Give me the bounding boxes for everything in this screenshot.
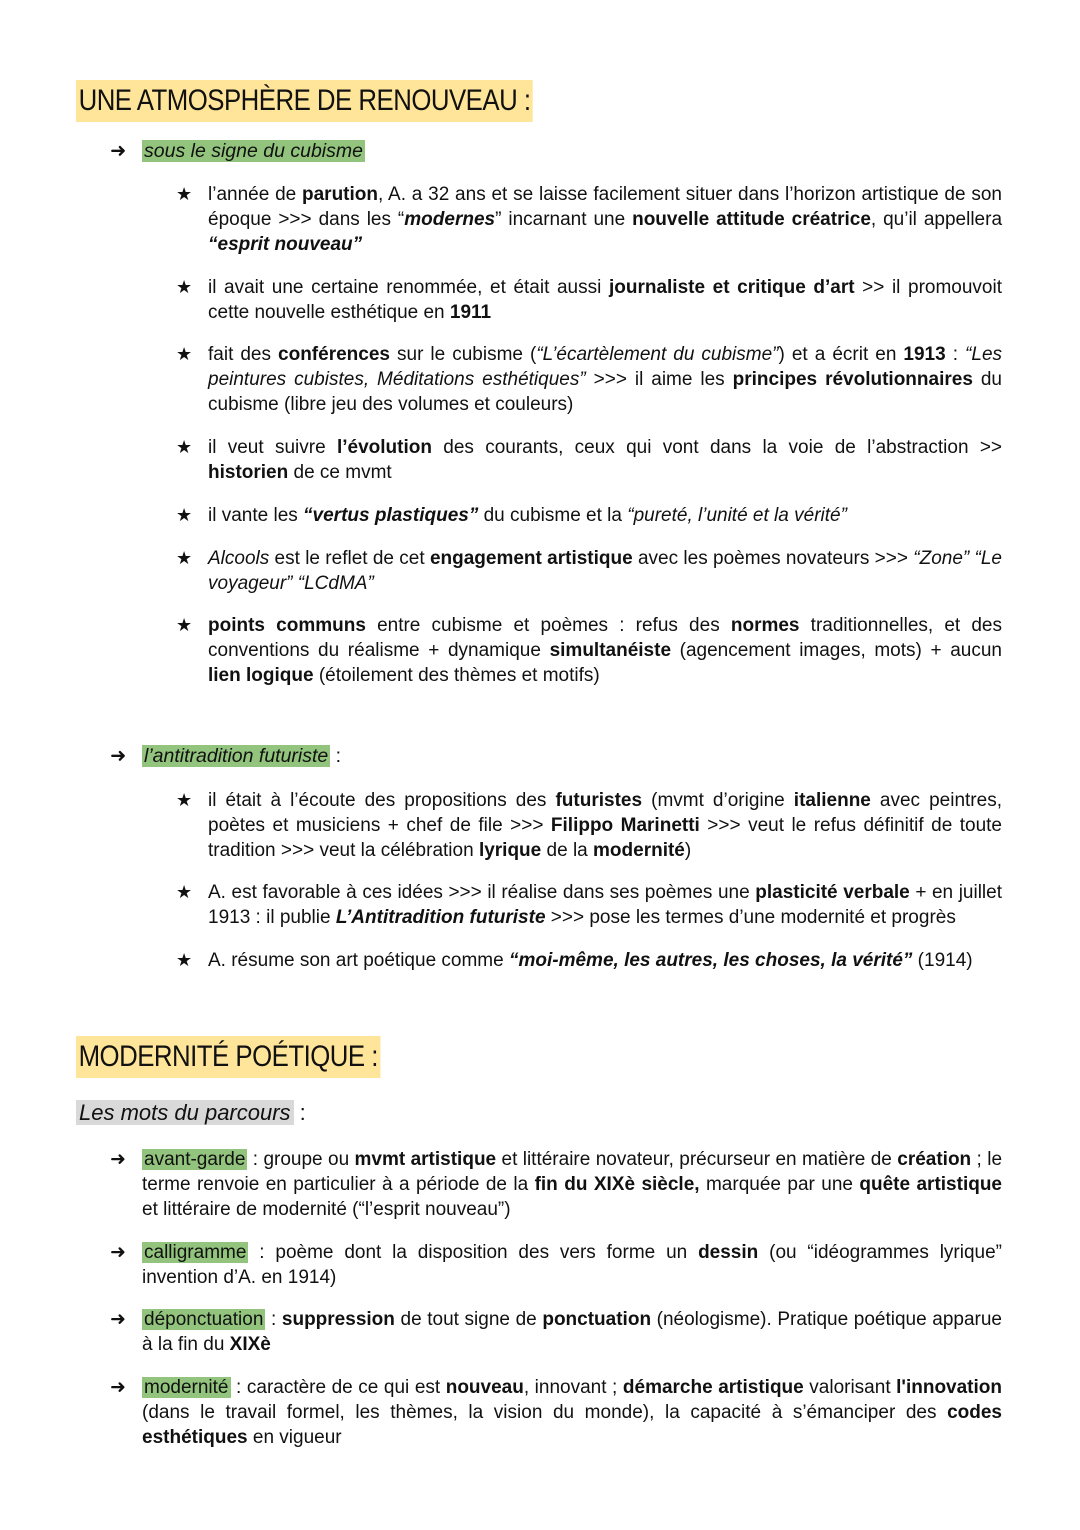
subheading-futurisme [110, 744, 341, 769]
text-bold: historien [208, 462, 289, 483]
highlight-label: Les mots du parcours [76, 1100, 294, 1125]
star-icon: ★ [176, 505, 193, 525]
text: ; le terme renvoie en particulier à a période de la [142, 1149, 1003, 1195]
star-icon: ★ [176, 184, 193, 204]
text: et littéraire novateur, précurseur en matière de [496, 1149, 898, 1170]
text-bold: plasticité verbale [755, 882, 910, 903]
text: (agencement images, mots) + aucun [671, 640, 1002, 661]
term-label: modernité [144, 1377, 229, 1398]
text: de tout signe de [394, 1309, 543, 1330]
text: (étoilement des thèmes et motifs) [313, 665, 600, 686]
star-icon: ★ [176, 344, 193, 364]
text-bold: points communs [208, 615, 366, 636]
text-italic: Alcools [208, 548, 270, 569]
list-item [176, 275, 1002, 325]
text: : caractère de ce qui est [230, 1377, 446, 1398]
text-bold: 1911 [449, 302, 492, 323]
text-bold: conférences [278, 344, 390, 365]
text: il était à l’écoute des propositions des [208, 790, 556, 811]
text-bold: l’évolution [336, 437, 432, 458]
text-bold: mvmt artistique [354, 1149, 497, 1170]
text-italic: “pureté, l’unité et la vérité” [627, 505, 847, 526]
text-bold: simultanéiste [549, 640, 672, 661]
text: , qu’il appellera [870, 209, 1003, 230]
text: (dans le travail formel, les thèmes, la vision du monde), la capacité à s’émanciper des [142, 1402, 948, 1423]
text-bold: codes esthétiques [142, 1402, 1002, 1448]
text: l’année de [208, 184, 302, 205]
text: ” incarnant une [495, 209, 633, 230]
text: (mvmt d’origine [642, 790, 794, 811]
text-bold: italienne [793, 790, 871, 811]
text: (néologisme). Pratique poétique apparue à la fin du [142, 1309, 1002, 1355]
star-icon: ★ [176, 277, 193, 297]
list-item [176, 613, 1002, 688]
list-item [176, 948, 1002, 973]
text-bold-italic: “moi-même, les autres, les choses, la vérité” [508, 950, 913, 971]
text-bold: nouvelle attitude créatrice [632, 209, 871, 230]
arrow-icon: ➜ [110, 1309, 126, 1330]
star-icon: ★ [176, 437, 193, 457]
text: de ce mvmt [288, 462, 392, 483]
text-bold: lyrique [478, 840, 542, 861]
highlight-label: sous le signe du cubisme [144, 140, 363, 162]
text: fait des [208, 344, 279, 365]
arrow-icon: ➜ [110, 1149, 126, 1170]
star-icon: ★ [176, 790, 193, 810]
text: avec peintres, poètes et musiciens + chef de file >>> [208, 790, 1002, 836]
list-item [176, 880, 1002, 930]
text-bold: ponctuation [542, 1309, 652, 1330]
text-bold-italic: L’Antitradition futuriste [335, 907, 546, 928]
definition-item [110, 1147, 1002, 1222]
text: ) et a écrit en [778, 344, 904, 365]
text: : [330, 745, 342, 767]
text: des courants, ceux qui vont dans la voie de l’abstraction >> [431, 437, 1003, 458]
arrow-icon: ➜ [110, 1377, 126, 1398]
text-bold: création [897, 1149, 972, 1170]
text-bold: suppression [281, 1309, 395, 1330]
list-item [176, 546, 1002, 596]
list-item [176, 435, 1002, 485]
text-bold: Filippo Marinetti [550, 815, 700, 836]
text: A. résume son art poétique comme [208, 950, 509, 971]
text: entre cubisme et poèmes : refus des [365, 615, 731, 636]
text: , innovant ; [523, 1377, 623, 1398]
term-label: calligramme [144, 1242, 247, 1263]
text: : [293, 1100, 306, 1125]
text: : groupe ou [247, 1149, 355, 1170]
star-icon: ★ [176, 548, 193, 568]
text-bold: lien logique [208, 665, 314, 686]
list-item [176, 788, 1002, 863]
text: >>> pose les termes d’une modernité et progrès [545, 907, 956, 928]
text: : [265, 1309, 282, 1330]
text: il avait une certaine renommée, et était aussi [208, 277, 609, 298]
list-item [176, 342, 1002, 417]
definition-item [110, 1375, 1002, 1450]
text-bold: 1913 [903, 344, 946, 365]
text-bold-italic: modernes [404, 209, 496, 230]
definition-item [110, 1307, 1002, 1357]
arrow-icon: ➜ [110, 140, 127, 162]
text: , A. a 32 ans et se laisse facilement situer dans l’horizon artistique de son époque >>> dans les “ [208, 184, 1002, 230]
arrow-icon: ➜ [110, 745, 127, 767]
text: >> il promouvoit cette nouvelle esthétique en [208, 277, 1002, 323]
section-title-renouveau: UNE ATMOSPHÈRE DE RENOUVEAU : [76, 80, 533, 122]
text: : poème dont la disposition des vers forme un [248, 1242, 699, 1263]
text-bold: parution [302, 184, 378, 205]
highlight-label: l’antitradition futuriste [144, 745, 329, 767]
term-label: déponctuation [144, 1309, 264, 1330]
text: A. est favorable à ces idées >>> il réalise dans ses poèmes une [208, 882, 756, 903]
text-bold: fin du XIXè siècle, [534, 1174, 700, 1195]
text-bold: démarche artistique [622, 1377, 804, 1398]
subheading-cubisme [110, 139, 365, 164]
term-label: avant-garde [144, 1149, 246, 1170]
text: de la [541, 840, 594, 861]
definition-item [110, 1240, 1002, 1290]
text-bold: modernité [593, 840, 685, 861]
list-item [176, 182, 1002, 257]
star-icon: ★ [176, 950, 193, 970]
text: il veut suivre [208, 437, 337, 458]
text-italic: “Zone” “Le voyageur” “LCdMA” [208, 548, 1002, 594]
text: est le reflet de cet [269, 548, 430, 569]
text: : [945, 344, 966, 365]
text: du cubisme et la [478, 505, 628, 526]
text-bold: journaliste et critique d’art [608, 277, 855, 298]
text: >>> veut le refus définitif de toute tradition >>> veut la célébration [208, 815, 1002, 861]
text-bold: XIXè [229, 1334, 271, 1355]
text: marquée par une [699, 1174, 860, 1195]
list-item [176, 503, 1002, 528]
text-bold: quête artistique [859, 1174, 1002, 1195]
text: valorisant [803, 1377, 897, 1398]
text: il vante les [208, 505, 304, 526]
star-icon: ★ [176, 615, 193, 635]
text-bold: futuristes [555, 790, 643, 811]
subtitle-mots-du-parcours [76, 1098, 306, 1128]
text-bold-italic: “esprit nouveau” [208, 234, 363, 255]
text: >>> il aime les [585, 369, 733, 390]
text: (ou “idéogrammes lyrique” invention d’A. en 1914) [142, 1242, 1003, 1288]
text: traditionnelles, et des conventions du réalisme + dynamique [208, 615, 1002, 661]
text: + en juillet 1913 : il publie [208, 882, 1002, 928]
text-italic: “L’écartèlement du cubisme” [536, 344, 779, 365]
text: avec les poèmes novateurs >>> [632, 548, 914, 569]
text-bold: engagement artistique [429, 548, 633, 569]
text-italic: “Les peintures cubistes, Méditations esthétiques” [208, 344, 1003, 390]
text: en vigueur [247, 1427, 342, 1448]
star-icon: ★ [176, 882, 193, 902]
text: sur le cubisme ( [389, 344, 537, 365]
text-bold: dessin [698, 1242, 759, 1263]
text: (1914) [912, 950, 973, 971]
text-bold: normes [730, 615, 800, 636]
text: et littéraire de modernité (“l’esprit nouveau”) [142, 1199, 511, 1220]
text: ) [684, 840, 692, 861]
arrow-icon: ➜ [110, 1242, 126, 1263]
text-bold: nouveau [445, 1377, 524, 1398]
text: du cubisme (libre jeu des volumes et couleurs) [208, 369, 1002, 415]
text-bold-italic: “vertus plastiques” [303, 505, 479, 526]
section-title-modernite: MODERNITÉ POÉTIQUE : [76, 1036, 380, 1078]
text-bold: l'innovation [896, 1377, 1003, 1398]
text-bold: principes révolutionnaires [732, 369, 973, 390]
